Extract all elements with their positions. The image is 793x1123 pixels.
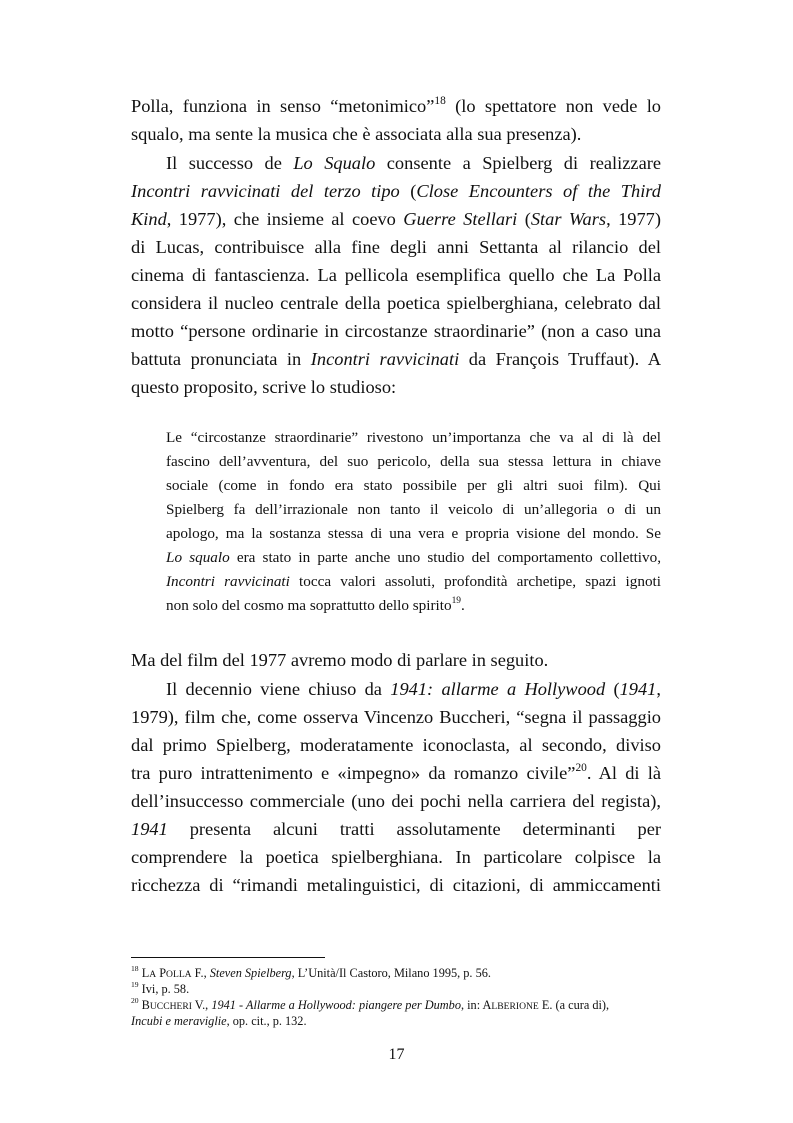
quote-line: sociale (come in fondo era stato possibile per gli altri suoi film). Qui <box>166 477 661 494</box>
quote-line: Lo squalo era stato in parte anche uno studio del comportamento collettivo, <box>166 549 661 566</box>
body-line: battuta pronunciata in Incontri ravvicinati da François Truffaut). A <box>131 349 661 369</box>
body-line: 1941 presenta alcuni tratti assolutamente determinanti per <box>131 819 661 839</box>
footnote-ref-20[interactable]: 20 <box>575 761 587 774</box>
body-line: Kind, 1977), che insieme al coevo Guerre Stellari (Star Wars, 1977) <box>131 209 661 229</box>
footnote-separator <box>131 957 325 958</box>
body-line: Incontri ravvicinati del terzo tipo (Close Encounters of the Third <box>131 181 661 201</box>
quote-line: apologo, ma la sostanza stessa di una vera e propria visione del mondo. Se <box>166 525 661 542</box>
body-line: dell’insuccesso commerciale (uno dei pochi nella carriera del regista), <box>131 791 661 811</box>
body-line: Il successo de Lo Squalo consente a Spielberg di realizzare <box>166 153 662 173</box>
body-line: Ma del film del 1977 avremo modo di parlare in seguito. <box>131 650 549 670</box>
body-line: comprendere la poetica spielberghiana. In particolare colpisce la <box>131 847 661 867</box>
body-line: tra puro intrattenimento e «impegno» da romanzo civile”$^{20}$. Al di là <box>131 761 661 783</box>
footnote-ref-19[interactable]: 19 <box>451 596 461 606</box>
page-number: 17 <box>388 1046 405 1063</box>
body-line: ricchezza di “rimandi metalinguistici, di citazioni, di ammiccamenti <box>131 875 661 895</box>
body-line: di Lucas, contribuisce alla fine degli anni Settanta al rilancio del <box>131 237 661 257</box>
body-line: considera il nucleo centrale della poetica spielberghiana, celebrato dal <box>131 293 661 313</box>
body-line: 1979), film che, come osserva Vincenzo Buccheri, “segna il passaggio <box>131 707 661 727</box>
footnote-20: $^{20}$ BUCCHERI V., 1941 - Allarme a Hollywood: piangere per Dumbo, in: ALBERIONE E. (a cura di), <box>131 996 610 1012</box>
quote-line: non solo del cosmo ma soprattutto dello spirito$^{19}$. <box>166 596 465 614</box>
footnote-ref-18[interactable]: 18 <box>434 94 446 107</box>
body-line: cinema di fantascienza. La pellicola esemplifica quello che La Polla <box>131 265 661 285</box>
footnote-20-cont: Incubi e meraviglie, op. cit., p. 132. <box>131 1014 307 1028</box>
body-line: Il decennio viene chiuso da 1941: allarme a Hollywood (1941, <box>166 679 661 699</box>
quote-line: Le “circostanze straordinarie” rivestono un’importanza che va al di là del <box>166 429 661 446</box>
quote-line: Spielberg fa dell’irrazionale non tanto il veicolo di un’allegoria o di un <box>166 501 661 518</box>
body-line: Polla, funziona in senso “metonimico”$^{18}$ (lo spettatore non vede lo <box>131 94 661 116</box>
footnote-18: $^{18}$ LA POLLA F., Steven Spielberg, L’Unità/Il Castoro, Milano 1995, p. 56. <box>131 964 491 980</box>
quote-line: Incontri ravvicinati tocca valori assoluti, profondità archetipe, spazi ignoti <box>166 573 661 590</box>
body-line: motto “persone ordinarie in circostanze straordinarie” (non a caso una <box>131 321 661 341</box>
body-line: questo proposito, scrive lo studioso: <box>131 377 397 397</box>
quote-line: fascino dell’avventura, del suo pericolo, della sua stessa lettura in chiave <box>166 453 661 470</box>
body-line: dal primo Spielberg, moderatamente iconoclasta, al secondo, diviso <box>131 735 661 755</box>
body-line: squalo, ma sente la musica che è associata alla sua presenza). <box>131 124 582 144</box>
footnote-19: $^{19}$ Ivi, p. 58. <box>131 980 190 996</box>
